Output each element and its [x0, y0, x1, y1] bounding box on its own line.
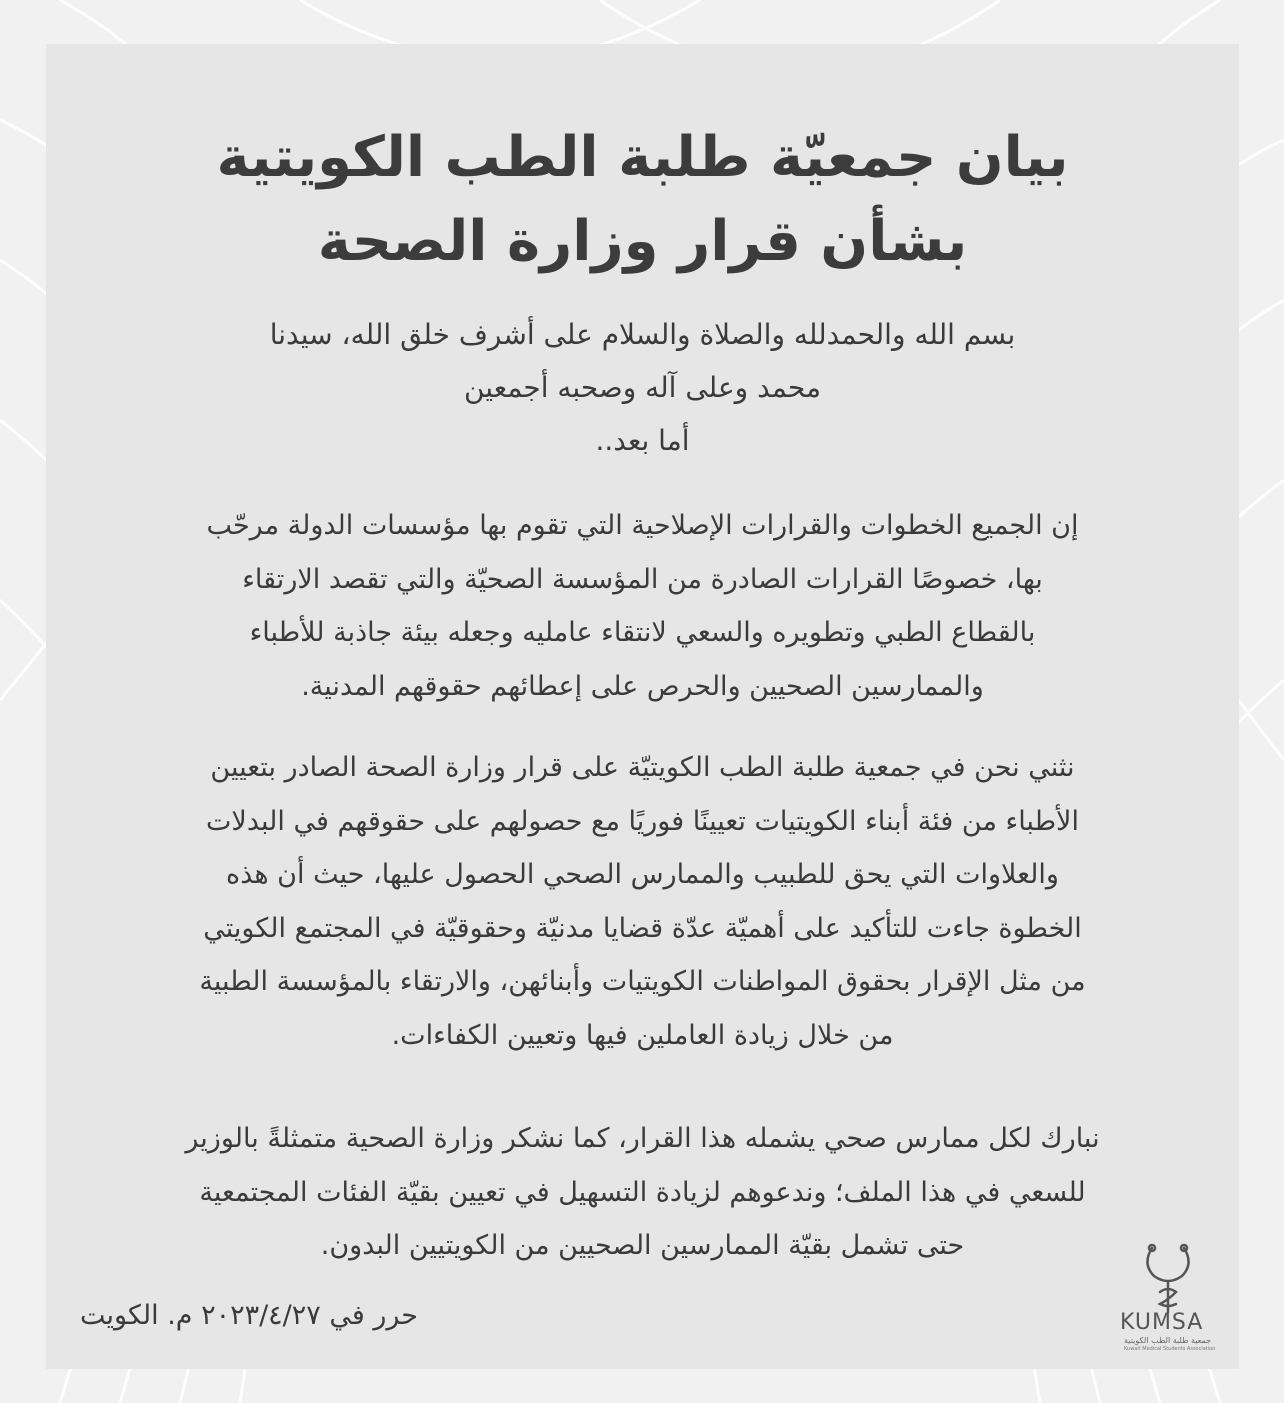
paragraph-line: نبارك لكل ممارس صحي يشمله هذا القرار، كما نشكر وزارة الصحية متمثلةً بالوزير	[185, 1123, 1100, 1154]
paragraph-line: بها، خصوصًا القرارات الصادرة من المؤسسة الصحيّة والتي تقصد الارتقاء	[242, 563, 1043, 595]
paragraph-line: من خلال زيادة العاملين فيها وتعيين الكفاءات.	[391, 1019, 894, 1051]
title-line: بيان جمعيّة طلبة الطب الكويتية	[216, 125, 1069, 190]
statement-title	[46, 116, 1239, 284]
logo-english-name: Kuwait Medical Students Association	[1124, 1346, 1216, 1352]
intro-line: أما بعد..	[595, 424, 690, 457]
paragraph-line: بالقطاع الطبي وتطويره والسعي لانتقاء عامليه وجعله بيئة جاذبة للأطباء	[249, 617, 1036, 648]
statement-body	[86, 308, 1199, 1273]
paragraph-line: نثني نحن في جمعية طلبة الطب الكويتيّة على قرار وزارة الصحة الصادر بتعيين	[210, 752, 1075, 783]
logo-wordmark: KUMSA	[1120, 1310, 1204, 1335]
logo-arabic-name: جمعية طلبة الطب الكويتية	[1124, 1336, 1212, 1345]
paragraph-line: حتى تشمل بقيّة الممارسين الصحيين من الكويتيين البدون.	[320, 1230, 965, 1261]
paragraph-2	[86, 741, 1199, 1062]
intro-paragraph	[86, 308, 1199, 467]
paragraph-line: الخطوة جاءت للتأكيد على أهميّة عدّة قضايا مدنيّة وحقوقيّة في المجتمع الكويتي	[203, 912, 1082, 944]
intro-line: محمد وعلى آله وصحبه أجمعين	[463, 371, 822, 404]
paragraph-line: والممارسين الصحيين والحرص على إعطائهم حقوقهم المدنية.	[301, 670, 984, 702]
intro-line: بسم الله والحمدلله والصلاة والسلام على أشرف خلق الله، سيدنا	[269, 318, 1016, 351]
paragraph-line: والعلاوات التي يحق للطبيب والممارس الصحي الحصول عليها، حيث أن هذه	[226, 859, 1059, 890]
paragraph-line: للسعي في هذا الملف؛ وندعوهم لزيادة التسهيل في تعيين بقيّة الفئات المجتمعية	[199, 1176, 1086, 1208]
paragraph-line: إن الجميع الخطوات والقرارات الإصلاحية التي تقوم بها مؤسسات الدولة مرحّب	[206, 510, 1079, 541]
kumsa-logo	[1112, 1240, 1222, 1350]
paragraph-line: الأطباء من فئة أبناء الكويتيات تعيينًا فوريًا مع حصولهم على حقوقهم في البدلات	[206, 805, 1079, 837]
issue-date: حرر في ٢٠٢٣/٤/٢٧ م. الكويت	[80, 1300, 418, 1331]
paragraph-3	[86, 1112, 1199, 1273]
paragraph-line: من مثل الإقرار بحقوق المواطنات الكويتيات وأبنائهن، والارتقاء بالمؤسسة الطبية	[199, 966, 1086, 997]
paragraph-1	[86, 499, 1199, 713]
title-line: بشأن قرار وزارة الصحة	[317, 209, 968, 274]
stethoscope-icon	[1138, 1242, 1198, 1316]
statement-card	[46, 44, 1239, 1369]
